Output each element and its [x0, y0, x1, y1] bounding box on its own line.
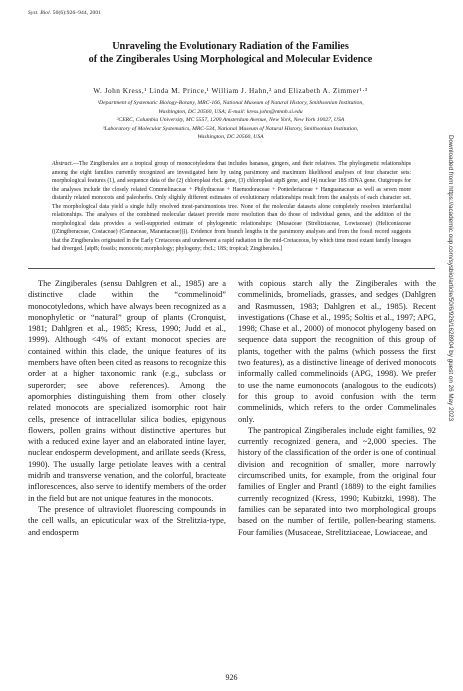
title-line-2: of the Zingiberales Using Morphological and Molecular Evidence	[88, 54, 373, 65]
download-watermark-text: Downloaded from https://academic.oup.com/sysbio/article/50/6/926/1628904 by guest on 26 May 2023	[447, 135, 454, 421]
title-line-1: Unraveling the Evolutionary Radiation of the Families	[112, 41, 349, 52]
section-divider	[28, 268, 435, 269]
journal-citation	[28, 10, 101, 16]
page-number: 926	[225, 673, 238, 682]
affiliation-line: Washington, DC 20560, USA; E-mail: kress.john@nmnh.si.edu	[158, 108, 303, 115]
affiliation-line: ³Laboratory of Molecular Systematics, MRC-534, National Museum of Natural History, Smithsonian Institution,	[102, 125, 359, 132]
body-column-left	[28, 278, 226, 538]
article-title	[20, 40, 441, 66]
author-list: W. John Kress,¹ Linda M. Prince,¹ William J. Hahn,² and Elizabeth A. Zimmer¹·³	[93, 86, 368, 95]
affiliations	[40, 99, 421, 142]
affiliation-line: Washington, DC 20560, USA	[197, 134, 264, 141]
affiliation-line: ²CERC, Columbia University, MC 5557, 1200 Amsterdam Avenue, New York, New York 10027, USA	[116, 117, 345, 124]
body-column-right	[238, 278, 436, 538]
body-paragraph: with copious starch ally the Zingiberales with the commelinids, bromeliads, grasses, and sedges (Dahlgren and Rasmussen, 1983; Dahlgren et al., 1985). Recent investigations (Chase et al., 1995; Soltis et al., 1997; APG, 1998; Chase et al., 2000) of monocot phylogeny based on sequence data support the recognition of this group of plants, together with the palms (which possess the first two features), as a distinctive lineage of derived monocots informally called commelinoids (APG, 1998). We prefer to use the name eumonocots (analogous to the eudicots) for this group to avoid confusion with the term commelinids, which refers to the order Commelinales only.	[238, 279, 436, 424]
body-paragraph: The pantropical Zingiberales include eight families, 92 currently recognized genera, and ~2,000 species. The history of the classification of the order is one of continual division and recognition of smaller, more narrowly circumscribed units, for example, from the original four families of Engler and Prantl (1889) to the eight families currently recognized (Kress, 1990; Kubitzki, 1998). The families can be separated into two morphological groups based on the number of fertile, pollen-bearing stamens. Four families (Musaceae, Strelitziaceae, Lowiaceae, and	[238, 425, 436, 537]
affiliation-line: ¹Department of Systematic Biology-Botany, MRC-166, National Museum of Natural History, Smithsonian Institution,	[97, 100, 364, 106]
abstract-label: Abstract.	[52, 161, 74, 167]
abstract	[52, 160, 411, 254]
journal-volume: 50(6):926–944, 2001	[52, 10, 102, 16]
journal-name: Syst. Biol.	[28, 10, 52, 16]
body-paragraph: The presence of ultraviolet fluorescing compounds in the cell walls, an epicuticular wax of the Strelitzia-type, and endosperm	[28, 504, 226, 537]
abstract-text: —The Zingiberales are a tropical group of monocotyledons that includes bananas, gingers, and their relatives. The phylogenetic relationships among the eight families currently recognized are investigated here by using parsimony and maximum likelihood analyses of four character sets: morphological features (1), and sequence data of the (2) chloroplast rbcL gene, (3) chloroplast atpB gene, and (4) nuclear 18S rDNA gene. Outgroups for the analyses include the closely related Commelinaceae + Philydraceae + Haemodoraceae + Pontederiaceae + Hanguanaceae as well as seven more distantly related monocots and paleoherbs. Only slightly different estimates of evolutionary relationships result from the analysis of each character set. The morphological data yield a single fully resolved most-parsimonious tree. None of the molecular datasets alone completely resolves interfamilial relationships. The analyses of the combined molecular dataset provide more resolution than do those of individual genes, and the addition of the morphological data provides a well-supported estimate of phylogenetic relationships: (Musaceae (Strelitziaceae, Lowiaceae) (Heliconiaceae ((Zingiberaceae, Costaceae) (Cannaceae, Marantaceae)))). Evidence from branch lengths in the parsimony analyses and from the fossil record suggests that the Zingiberales originated in the Early Cretaceous and underwent a rapid radiation in the mid-Cretaceous, by which time most extant family lineages had diverged. [atpB; fossils; monocots; morphology; phylogeny; rbcL; 18S; tropical; Zingiberales.]	[52, 161, 411, 252]
download-watermark	[445, 135, 455, 655]
body-paragraph: The Zingiberales (sensu Dahlgren et al., 1985) are a distinctive clade within the “commelinoid” monocotyledons, which have always been recognized as a monophyletic or “natural” group of plants (Cronquist, 1981; Dahlgren et al., 1985; Kress, 1990; Judd et al., 1999). Although <4% of extant monocot species are contained within this clade, the unique features of its members have often been cited as reasons to recognize this order at a higher taxonomic rank (e.g., subclass or superorder; see above references). Among the apomorphies distinguishing them from other closely related monocots are specialized isomorphic root hair cells, presence of intracellular silica bodies, epigynous flowers, pollen grains without distinctive apertures but with a reduced exine layer and an elaborated intine layer, nuclear endosperm development, and arillate seeds (Kress, 1990). The usually large petiolate leaves with a central midrib and transverse venation, and the colorful, bracteate inflorescences, also serve to identify members of the order in the field but are not unique features in the monocots.	[28, 279, 226, 503]
